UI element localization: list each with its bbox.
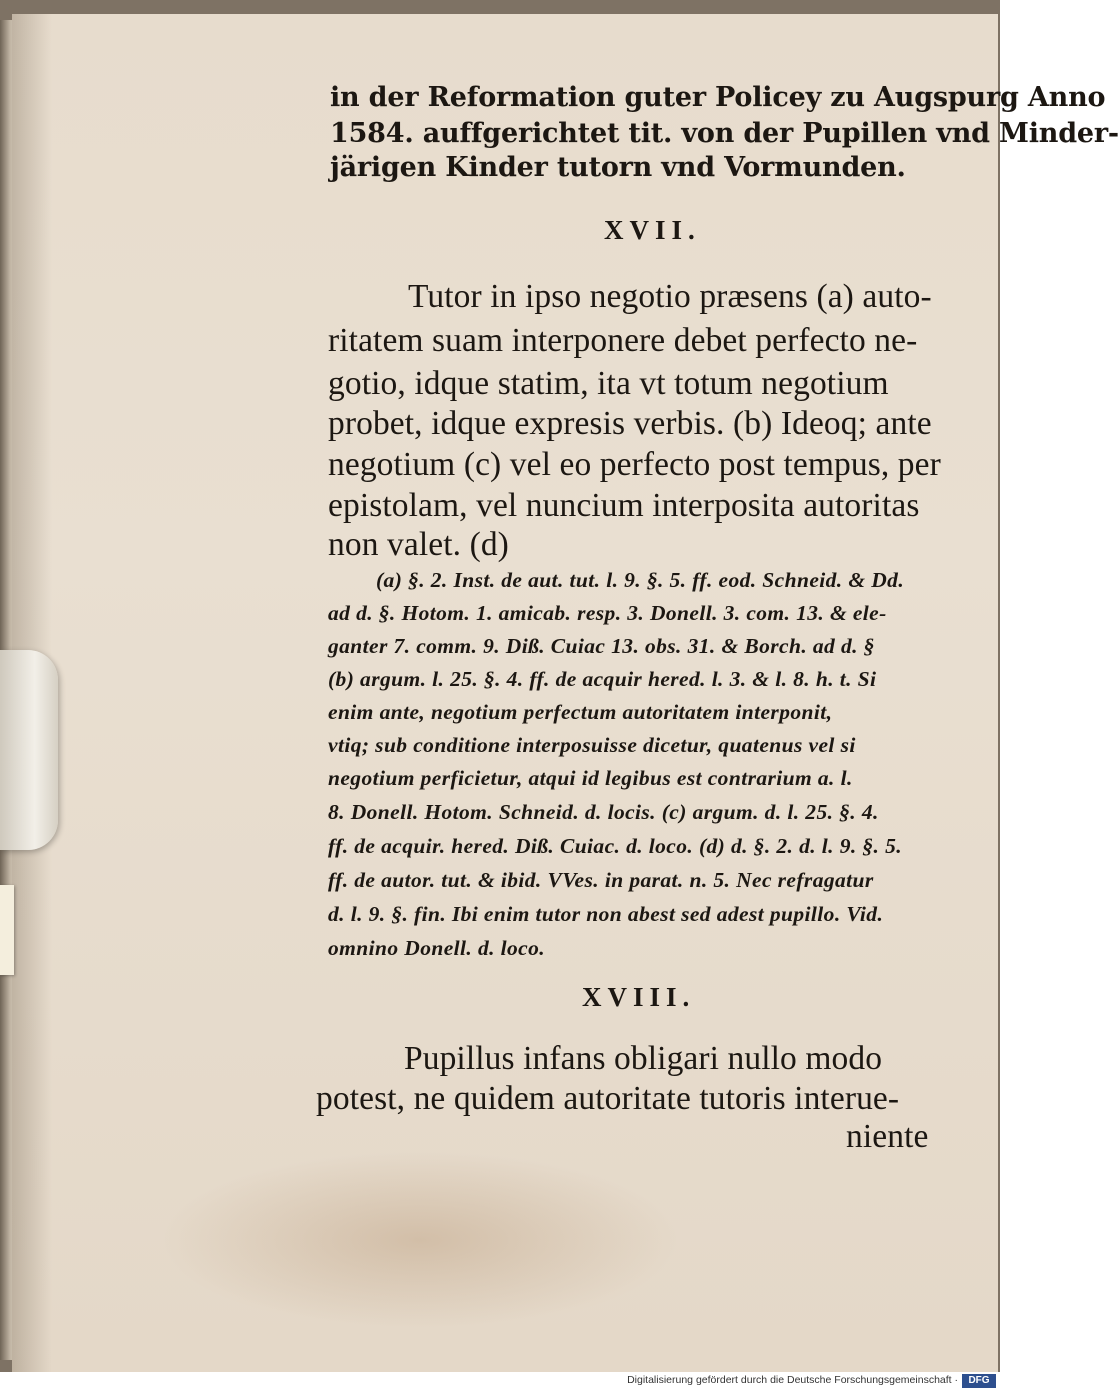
note-line-3: ganter 7. comm. 9. Diß. Cuiac 13. obs. 31. & Borch. ad d. §	[328, 634, 875, 658]
paragraph-17-line-7: non valet. (d)	[328, 526, 509, 563]
note-line-4: (b) argum. l. 25. §. 4. ff. de acquir hered. l. 3. & l. 8. h. t. Si	[328, 667, 877, 691]
note-line-10: ff. de autor. tut. & ibid. VVes. in parat. n. 5. Nec refragatur	[328, 868, 874, 892]
note-line-6: vtiq; sub conditione interposuisse dicetur, quatenus vel si	[328, 733, 856, 757]
paragraph-17-line-4: probet, idque expresis verbis. (b) Ideoq; ante	[328, 405, 932, 442]
paragraph-17-line-2: ritatem suam interponere debet perfecto ne-	[328, 322, 918, 359]
note-line-8: 8. Donell. Hotom. Schneid. d. locis. (c) argum. d. l. 25. §. 4.	[328, 800, 879, 824]
paragraph-17-line-1: Tutor in ipso negotio præsens (a) auto-	[408, 278, 932, 315]
paper-stain	[160, 1150, 680, 1330]
paper-tab	[0, 885, 14, 975]
header-line-3: järigen Kinder tutorn vnd Vormunden.	[330, 152, 906, 183]
paragraph-18-line-3: niente	[846, 1118, 929, 1155]
header-line-1: in der Reformation guter Policey zu Augspurg Anno	[330, 82, 1106, 113]
note-line-5: enim ante, negotium perfectum autoritatem interponit,	[328, 700, 833, 724]
book-clasp	[0, 650, 58, 850]
note-line-7: negotium perficietur, atqui id legibus est contrarium a. l.	[328, 766, 853, 790]
paragraph-17-line-5: negotium (c) vel eo perfecto post tempus, per	[328, 446, 941, 483]
section-17-heading: XVII.	[604, 215, 701, 245]
section-18-heading: XVIII.	[582, 982, 696, 1012]
note-line-2: ad d. §. Hotom. 1. amicab. resp. 3. Donell. 3. com. 13. & ele-	[328, 601, 887, 625]
dfg-logo: DFG	[962, 1374, 996, 1388]
note-line-9: ff. de acquir. hered. Diß. Cuiac. d. loco. (d) d. §. 2. d. l. 9. §. 5.	[328, 834, 903, 858]
note-line-11: d. l. 9. §. fin. Ibi enim tutor non abest sed adest pupillo. Vid.	[328, 902, 884, 926]
paragraph-17-line-6: epistolam, vel nuncium interposita autoritas	[328, 487, 920, 524]
dfg-credit: Digitalisierung gefördert durch die Deutsche Forschungsgemeinschaft ·	[627, 1374, 958, 1386]
header-line-2: 1584. auffgerichtet tit. von der Pupillen vnd Minder-	[330, 118, 1119, 149]
paragraph-18-line-1: Pupillus infans obligari nullo modo	[404, 1040, 883, 1077]
note-line-12: omnino Donell. d. loco.	[328, 936, 546, 960]
note-line-1: (a) §. 2. Inst. de aut. tut. l. 9. §. 5. ff. eod. Schneid. & Dd.	[376, 568, 905, 592]
paragraph-17-line-3: gotio, idque statim, ita vt totum negotium	[328, 365, 889, 402]
paragraph-18-line-2: potest, ne quidem autoritate tutoris interue-	[316, 1080, 900, 1117]
